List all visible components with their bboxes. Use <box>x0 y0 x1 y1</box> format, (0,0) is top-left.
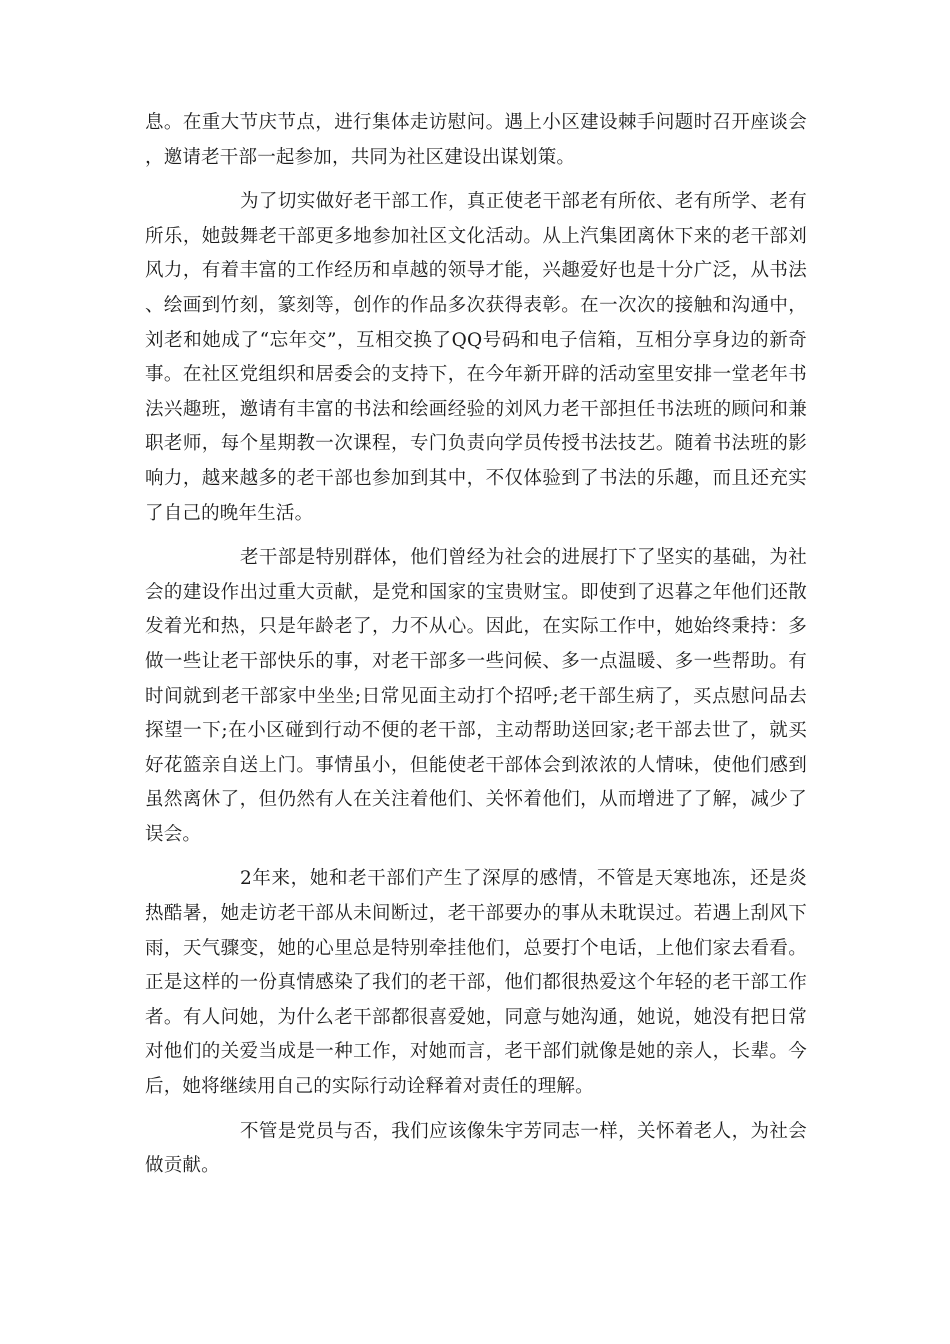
paragraph-veteran-cadres: 老干部是特别群体，他们曾经为社会的进展打下了坚实的基础，为社会的建设作出过重大贡献，是党和国家的宝贵财宝。即使到了迟暮之年他们还散发着光和热，只是年龄老了，力不从心。因此，在实际工作中，她始终秉持：多做一些让老干部快乐的事，对老干部多一些问候、多一点温暖、多一些帮助。有时间就到老干部家中坐坐;日常见面主动打个招呼;老干部生病了，买点慰问品去探望一下;在小区碰到行动不便的老干部，主动帮助送回家;老干部去世了，就买好花篮亲自送上门。事情虽小，但能使老干部体会到浓浓的人情味，使他们感到虽然离休了，但仍然有人在关注着他们、关怀着他们，从而增进了了解，减少了误会。 <box>145 547 807 845</box>
document-body <box>145 106 807 1194</box>
paragraph-conclusion: 不管是党员与否，我们应该像朱宇芳同志一样，关怀着老人，为社会做贡献。 <box>145 1120 807 1177</box>
paragraph-two-years: 2年来，她和老干部们产生了深厚的感情，不管是天寒地冻，还是炎热酷暑，她走访老干部从未间断过，老干部要办的事从未耽误过。若遇上刮风下雨，天气骤变，她的心里总是特别牵挂他们，总要打个电话，上他们家去看看。正是这样的一份真情感染了我们的老干部，他们都很热爱这个年轻的老干部工作者。有人问她，为什么老干部都很喜爱她，同意与她沟通，她说，她没有把日常对他们的关爱当成是一种工作，对她而言，老干部们就像是她的亲人，长辈。今后，她将继续用自己的实际行动诠释着对责任的理解。 <box>145 868 807 1098</box>
paragraph-calligraphy-class: 为了切实做好老干部工作，真正使老干部老有所依、老有所学、老有所乐，她鼓舞老干部更多地参加社区文化活动。从上汽集团离休下来的老干部刘风力，有着丰富的工作经历和卓越的领导才能，兴趣爱好也是十分广泛，从书法、绘画到竹刻，篆刻等，创作的作品多次获得表彰。在一次次的接触和沟通中，刘老和她成了“忘年交”，互相交换了QQ号码和电子信箱，互相分享身边的新奇事。在社区党组织和居委会的支持下，在今年新开辟的活动室里安排一堂老年书法兴趣班，邀请有丰富的书法和绘画经验的刘风力老干部担任书法班的顾问和兼职老师，每个星期教一次课程，专门负责向学员传授书法技艺。随着书法班的影响力，越来越多的老干部也参加到其中，不仅体验到了书法的乐趣，而且还充实了自己的晚年生活。 <box>145 191 807 524</box>
paragraph-continuation: 息。在重大节庆节点，进行集体走访慰问。遇上小区建设棘手问题时召开座谈会，邀请老干部一起参加，共同为社区建设出谋划策。 <box>145 112 807 168</box>
